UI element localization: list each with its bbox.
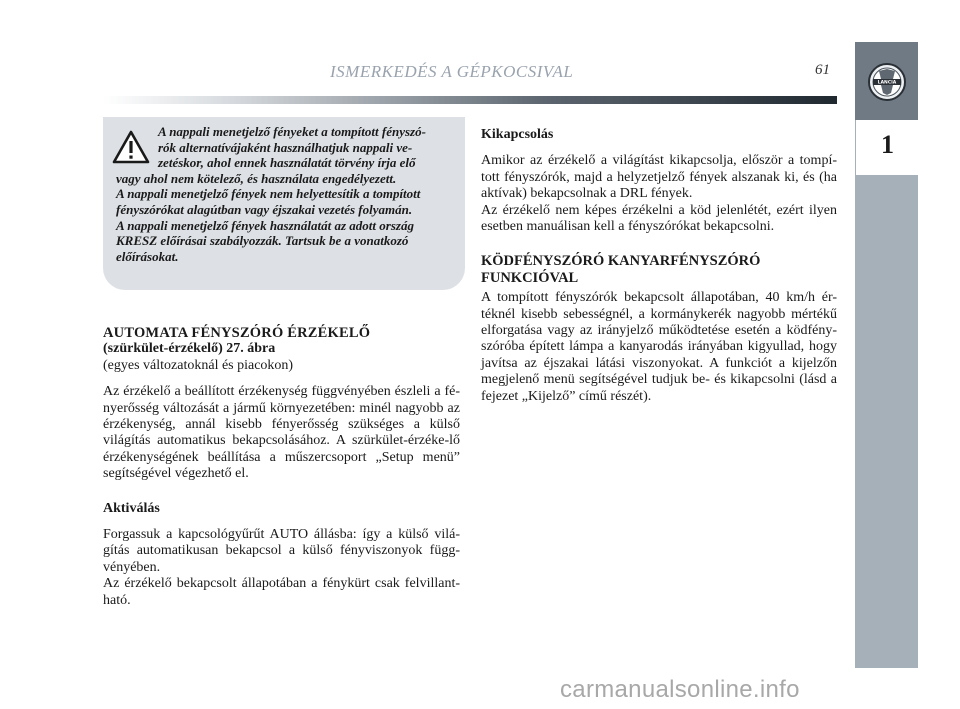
warning-line: fényszórókat alagútban vagy éjszakai vezetés folyamán. xyxy=(116,201,413,217)
paragraph: Az érzékelő a beállított érzékenység függvényében észleli a fé-nyerősség változását a jármű környezetében: minél nagyobb az érzékenység, annál kisebb fényerősség szükséges a külső világítás automatikus bekapcsolásához. A szürkület-érzéke-lő érzékenységének beállítása a műszercsoport „Setup menü” segítségével végezhető el. xyxy=(103,384,460,482)
paragraph: Amikor az érzékelő a világítást kikapcsolja, először a tompí-tott fényszórók, majd a helyzetjelző fények alszanak ki, és (ha aktívak) bekapcsolnak a DRL fények. xyxy=(481,153,837,202)
section-subheading: (szürkület-érzékelő) 27. ábra xyxy=(103,341,276,357)
warning-line: rók alternatívájaként használhatjuk nappali ve- xyxy=(158,139,413,155)
activation-heading: Aktiválás xyxy=(103,500,160,516)
switchoff-heading: Kikapcsolás xyxy=(481,127,554,142)
paragraph: Forgassuk a kapcsológyűrűt AUTO állásba: így a külső vilá-gítás automatikusan bekapcsol a külső fényviszonyok függ-vényében. xyxy=(103,527,460,575)
section-heading: AUTOMATA FÉNYSZÓRÓ ÉRZÉKELŐ xyxy=(103,325,371,341)
fog-heading-line2: FUNKCIÓVAL xyxy=(481,269,579,286)
running-header: ISMERKEDÉS A GÉPKOCSIVAL xyxy=(330,62,574,81)
warning-line: vagy ahol nem kötelező, és használata engedélyezett. xyxy=(116,170,397,186)
warning-line: A nappali menetjelző fényeket a tompított fényszó- xyxy=(158,124,426,139)
warning-line: A nappali menetjelző fények használatát az adott ország xyxy=(116,217,414,233)
warning-text xyxy=(116,124,452,264)
right-column xyxy=(481,127,837,405)
variant-note: (egyes változatoknál és piacokon) xyxy=(103,357,294,373)
chapter-number: 1 xyxy=(881,130,894,159)
header-rule xyxy=(103,96,837,104)
warning-line: A nappali menetjelző fények nem helyettesítik a tompított xyxy=(116,186,421,202)
warning-line: előírásokat. xyxy=(116,248,179,264)
svg-text:LANCIA: LANCIA xyxy=(877,80,897,86)
warning-line: KRESZ előírásai szabályozzák. Tartsuk be a vonatkozó xyxy=(116,233,409,249)
watermark: carmanualsonline.info xyxy=(560,676,800,703)
paragraph: A tompított fényszórók bekapcsolt állapotában, 40 km/h ér-téknél kisebb sebességnél, a kormánykerék nagyobb mértékű elforgatása vagy az irányjelző működtetése esetén a ködfény-szóróba épített lámpa a kanyarodás irányában kigyullad, hogy javítsa az éjszakai látási viszonyokat. A funkciót a kijelzőn megjelenő menü segítségével tudjuk be- és kikapcsolni (lásd a fejezet „Kijelző” című részét). xyxy=(481,290,837,404)
left-column xyxy=(103,325,460,609)
paragraph: Az érzékelő nem képes érzékelni a köd jelenlétét, ezért ilyen esetben manuálisan kell a fényszórókat bekapcsolni. xyxy=(481,202,837,235)
logo-box xyxy=(855,42,918,120)
lancia-logo-icon xyxy=(867,62,907,102)
paragraph: Az érzékelő bekapcsolt állapotában a fénykürt csak felvillant-ható. xyxy=(103,576,460,608)
warning-line: zetéskor, ahol ennek használatát törvény írja elő xyxy=(158,155,416,171)
page-number: 61 xyxy=(815,62,830,78)
chapter-box xyxy=(855,120,918,175)
fog-heading-line1: KÖDFÉNYSZÓRÓ KANYARFÉNYSZÓRÓ xyxy=(481,253,761,270)
